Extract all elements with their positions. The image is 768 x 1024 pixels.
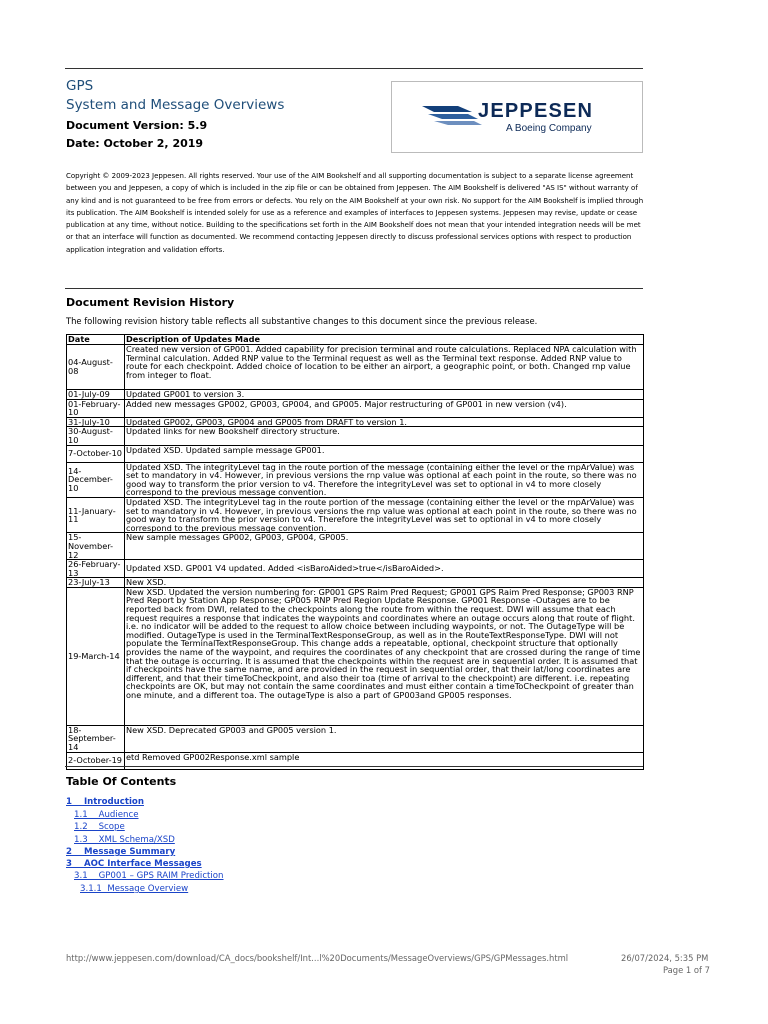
row-description: Updated XSD. The integrityLevel tag in the route portion of the message (containing either the level or the rnpArValue) was set to mandatory in v4. However, in previous versions the rnp value was optional at each point in the route, so there was no good way to transform the prior version to v4. Therefore the integrityLevel was set to optional in v4 to more closely correspond to the previous message convention. bbox=[125, 497, 644, 532]
row-description: Updated GP002, GP003, GP004 and GP005 from DRAFT to version 1. bbox=[125, 417, 644, 427]
table-row bbox=[67, 497, 644, 532]
toc-link-aoc-interface-messages[interactable]: 3 AOC Interface Messages bbox=[66, 859, 202, 869]
table-row bbox=[67, 578, 644, 588]
row-description: etd Removed GP002Response.xml sample bbox=[125, 752, 644, 769]
row-description: New XSD. Updated the version numbering for: GP001 GPS Raim Pred Request; GP001 GPS Raim Pred Response; GP003 RNP Pred Report by Station App Response; GP005 RNP Pred Region Update Response. GP001 Response -Outages are to be reported back from DWI, related to the checkpoints along the route from within the request. DWI will assume that each request requires a response that indicates the waypoints and coordinates where an outage occurs along that route of flight. i.e. no indicator will be added to the request to allow choice between including waypoints, or not. The OutageType will be modified. OutageType is used in the TerminalTextResponseGroup, as well as in the RouteTextResponseType. DWI will not populate the TerminalTextResponseGroup. This change adds a repeatable, optional, checkpoint structure that optionally provides the name of the waypoint, and requires the coordinates of any checkpoint that are crossed during the range of time that the outage is occurring. It is assumed that the checkpoints within the request are in sequential order. It is assumed that if checkpoints have the same name, and are provided in the request in sequential order, that their lat/long coordinates are different, and that their timeToCheckpoint, and also their toa (time of arrival to the checkpoint) are different. i.e. repeating checkpoints are OK, but may not contain the same coordinates and must either contain a timeToCheckpoint of greater than one minute, and a different toa. The outageType is also a part of GP003and GP005 responses. bbox=[125, 587, 644, 725]
row-description: New sample messages GP002, GP003, GP004, GP005. bbox=[125, 533, 644, 560]
top-rule bbox=[65, 68, 643, 69]
row-date: 11-January-11 bbox=[67, 497, 125, 532]
table-row bbox=[67, 417, 644, 427]
row-description: Created new version of GP001. Added capability for precision terminal and route calculations. Replaced NPA calculation with Terminal calculation. Added RNP value to the Terminal request as well as the Terminal text response. Added RNP value to route for each checkpoint. Added choice of location to be either an airport, a geographic point, or both. Changed rnp value from integer to float. bbox=[125, 345, 644, 390]
row-date: 01-February-10 bbox=[67, 399, 125, 417]
table-row bbox=[67, 462, 644, 497]
revision-history-table bbox=[66, 334, 644, 770]
section-rule bbox=[65, 288, 643, 289]
toc-heading: Table Of Contents bbox=[66, 775, 177, 788]
toc-link-introduction[interactable]: 1 Introduction bbox=[66, 797, 144, 807]
row-date: 14-December-10 bbox=[67, 462, 125, 497]
table-row bbox=[67, 445, 644, 462]
row-description: Updated links for new Bookshelf directory structure. bbox=[125, 427, 644, 445]
table-header-row bbox=[67, 335, 644, 345]
table-row bbox=[67, 427, 644, 445]
row-date: 23-July-13 bbox=[67, 578, 125, 588]
toc-link-message-overview[interactable]: 3.1.1 Message Overview bbox=[80, 884, 189, 894]
logo-brand: JEPPESEN bbox=[478, 100, 594, 122]
toc-link-message-summary[interactable]: 2 Message Summary bbox=[66, 847, 176, 857]
toc-link-gp001[interactable]: 3.1 GP001 – GPS RAIM Prediction bbox=[74, 871, 224, 881]
section-rule bbox=[65, 766, 643, 767]
doc-version: Document Version: 5.9 bbox=[66, 119, 208, 132]
row-date: 04-August-08 bbox=[67, 345, 125, 390]
footer-url: http://www.jeppesen.com/download/CA_docs/bookshelf/Int...l%20Documents/MessageOverviews/GPS/GPMessages.html bbox=[66, 953, 569, 963]
revision-history-intro: The following revision history table reflects all substantive changes to this document since the previous release. bbox=[66, 316, 538, 326]
table-row bbox=[67, 560, 644, 578]
jeppesen-logo bbox=[391, 81, 643, 153]
row-date: 2-October-19 bbox=[67, 752, 125, 769]
row-description: Updated XSD. The integrityLevel tag in the route portion of the message (containing either the level or the rnpArValue) was set to mandatory in v4. However, in previous versions the rnp value was optional at each point in the route, so there was no good way to transform the prior version to v4. Therefore the integrityLevel was set to optional in v4 to more closely correspond to the previous message convention. bbox=[125, 462, 644, 497]
table-row bbox=[67, 390, 644, 400]
toc-link-xml-schema[interactable]: 1.3 XML Schema/XSD bbox=[74, 835, 175, 845]
toc-link-scope[interactable]: 1.2 Scope bbox=[74, 822, 125, 832]
revision-history-heading: Document Revision History bbox=[66, 296, 235, 309]
row-date: 15-November-12 bbox=[67, 533, 125, 560]
row-description: Updated XSD. Updated sample message GP001. bbox=[125, 445, 644, 462]
column-header-date: Date bbox=[67, 335, 125, 345]
row-date: 26-February-13 bbox=[67, 560, 125, 578]
table-row bbox=[67, 345, 644, 390]
table-row bbox=[67, 533, 644, 560]
row-date: 7-October-10 bbox=[67, 445, 125, 462]
row-description: Updated GP001 to version 3. bbox=[125, 390, 644, 400]
row-date: 30-August-10 bbox=[67, 427, 125, 445]
copyright-notice: Copyright © 2009-2023 Jeppesen. All rights reserved. Your use of the AIM Bookshelf and all supporting documentation is subject to a separate license agreement between you and Jeppesen, a copy of which is included in the zip file or can be obtained from Jeppesen. The AIM Bookshelf is delivered "AS IS" without warranty of any kind and is not guaranteed to be free from errors or defects. You rely on the AIM Bookshelf at your own risk. No support for the AIM Bookshelf is implied through its publication. The AIM Bookshelf is intended solely for use as a reference and examples of interfaces to Jeppesen systems. Jeppesen may revise, update or cease publication at any time, without notice. Building to the specifications set forth in the AIM Bookshelf does not mean that your intended integration needs will be met or that an interface will function as documented. We recommend contacting Jeppesen directly to discuss professional services options with respect to production application integration and validation efforts. bbox=[66, 172, 644, 254]
column-header-description: Description of Updates Made bbox=[125, 335, 644, 345]
row-description: Added new messages GP002, GP003, GP004, and GP005. Major restructuring of GP001 in new version (v4). bbox=[125, 399, 644, 417]
row-description: New XSD. bbox=[125, 578, 644, 588]
logo-tagline: A Boeing Company bbox=[506, 123, 592, 134]
table-row bbox=[67, 399, 644, 417]
row-date: 19-March-14 bbox=[67, 587, 125, 725]
row-date: 01-July-09 bbox=[67, 390, 125, 400]
table-row bbox=[67, 725, 644, 752]
doc-subtitle: System and Message Overviews bbox=[66, 97, 285, 113]
doc-date: Date: October 2, 2019 bbox=[66, 137, 204, 150]
toc-link-audience[interactable]: 1.1 Audience bbox=[74, 810, 139, 820]
footer-page-number: Page 1 of 7 bbox=[663, 965, 710, 975]
row-description: Updated XSD. GP001 V4 updated. Added <isBaroAided>true</isBaroAided>. bbox=[125, 560, 644, 578]
row-date: 18-September-14 bbox=[67, 725, 125, 752]
doc-title: GPS bbox=[66, 78, 94, 94]
row-description: New XSD. Deprecated GP003 and GP005 version 1. bbox=[125, 725, 644, 752]
footer-print-date: 26/07/2024, 5:35 PM bbox=[621, 953, 709, 963]
row-date: 31-July-10 bbox=[67, 417, 125, 427]
table-row bbox=[67, 587, 644, 725]
